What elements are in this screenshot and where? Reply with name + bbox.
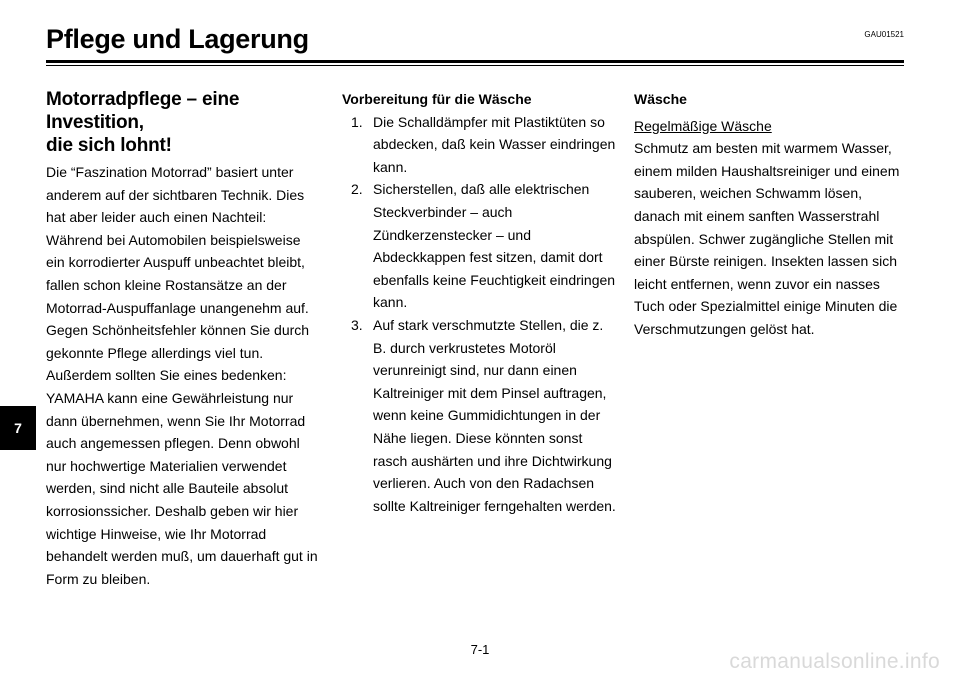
column-preparation — [342, 88, 618, 517]
washing-heading: Wäsche — [634, 91, 687, 107]
list-item-text: Auf stark verschmutzte Stellen, die z. B. durch verkrustetes Motoröl verunreinigt sind, nur dann einen Kaltreiniger mit dem Pinsel auftragen, wenn keine Gummidichtungen in der Nähe liegen. Diese könnten sonst rasch aushärten und ihre Dichtwirkung verlieren. Auch von den Radachsen sollte Kaltreiniger ferngehalten werden. — [373, 316, 616, 514]
list-item-number: 2. — [351, 181, 363, 198]
list-item-text: Sicherstellen, daß alle elektrischen Steckverbinder – auch Zündkerzenstecker – und Abdeckkappen fest sitzen, damit dort ebenfalls keine Feuchtigkeit eindringen kann. — [373, 181, 616, 311]
header-rule-thin — [46, 65, 904, 66]
preparation-list — [342, 111, 618, 518]
page-number: 7-1 — [470, 642, 490, 657]
intro-heading-line1: Motorradpflege – eine Investition, — [46, 89, 240, 133]
intro-body: Die “Faszination Motorrad” basiert unter anderem auf der sichtbaren Technik. Dies hat aber leider auch einen Nachteil: Während bei Automobilen beispielsweise ein korrodierter Auspuff unbeachtet bleibt, fallen schon kleine Rostansätze an der Motorrad-Auspuffanlage unangenehm auf. Gegen Schönheitsfehler können Sie durch gekonnte Pflege allerdings viel tun. Außerdem sollten Sie eines bedenken: YAMAHA kann eine Gewährleistung nur dann übernehmen, wenn Sie Ihr Motorrad auch angemessen pflegen. Denn obwohl nur hochwertige Materialien verwendet werden, sind nicht alle Bauteile absolut korrosionssicher. Deshalb geben wir hier wichtige Hinweise, wie Ihr Motorrad behandelt werden muß, um dauerhaft gut in Form zu bleiben. — [46, 164, 318, 587]
watermark: carmanualsonline.info — [729, 650, 940, 673]
preparation-heading: Vorbereitung für die Wäsche — [342, 91, 532, 107]
washing-body: Schmutz am besten mit warmem Wasser, einem milden Haushaltsreiniger und einem sauberen, weichen Schwamm lösen, danach mit einem sanften Wasserstrahl abspülen. Schwer zugängliche Stellen mit einer Bürste reinigen. Insekten lassen sich leicht entfernen, wenn zuvor ein nasses Tuch oder Spezialmittel einige Minuten die Verschmutzungen gelöst hat. — [634, 140, 900, 337]
chapter-number: 7 — [14, 420, 22, 436]
column-intro — [46, 88, 322, 590]
list-item-text: Die Schalldämpfer mit Plastiktüten so abdecken, daß kein Wasser eindringen kann. — [373, 113, 616, 175]
intro-heading — [46, 88, 322, 157]
chapter-tab — [0, 406, 36, 450]
header-rule-thick — [46, 60, 904, 63]
list-item — [342, 314, 618, 517]
washing-subheading: Regelmäßige Wäsche — [634, 117, 772, 134]
column-washing — [634, 88, 910, 341]
intro-heading-line2: die sich lohnt! — [46, 135, 172, 156]
page-title: Pflege und Lagerung — [46, 24, 309, 54]
list-item-number: 3. — [351, 316, 363, 333]
document-code: GAU01521 — [864, 30, 904, 39]
list-item-number: 1. — [351, 113, 363, 130]
list-item — [342, 178, 618, 314]
list-item — [342, 111, 618, 179]
